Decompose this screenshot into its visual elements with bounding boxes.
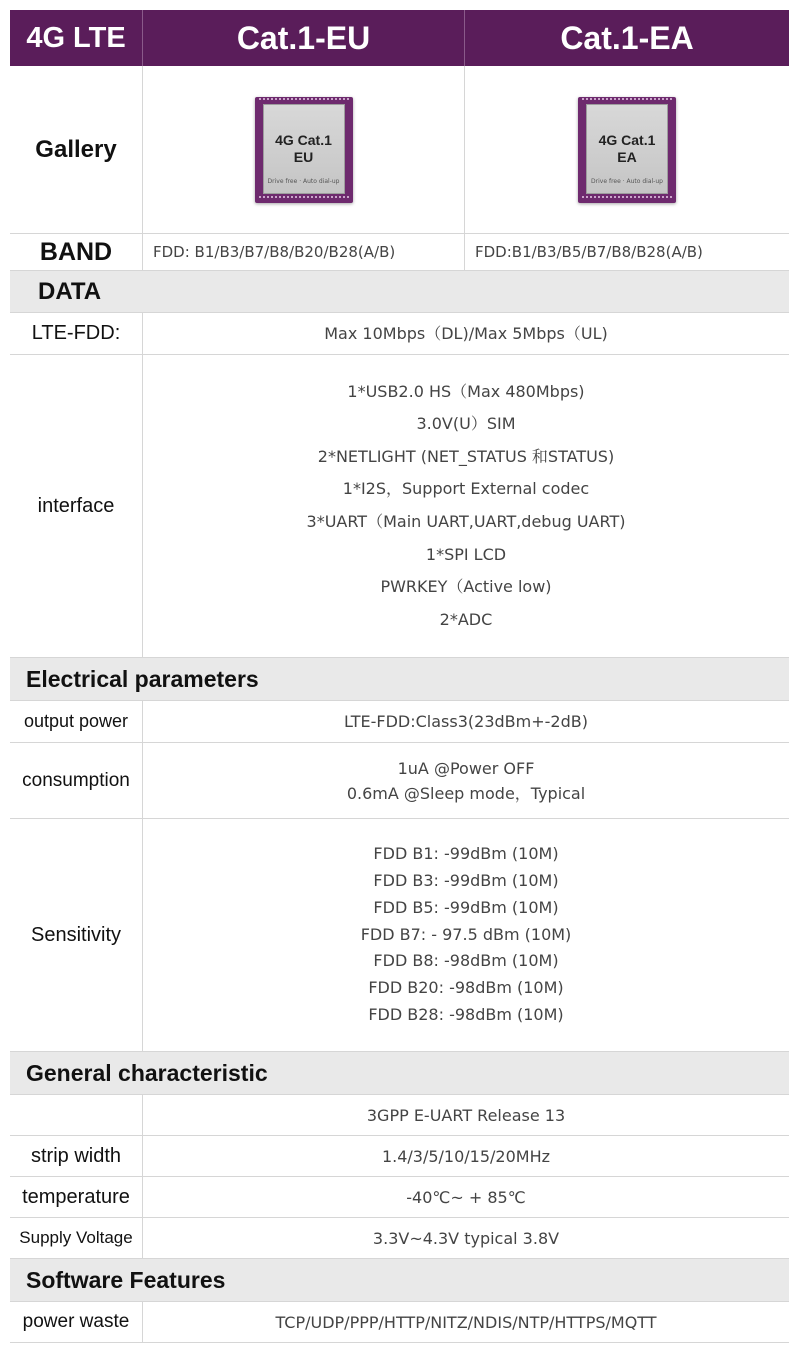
section-data [10, 271, 789, 313]
release-label [10, 1095, 143, 1135]
temperature-value: -40℃~ + 85℃ [406, 1187, 526, 1207]
list-item: 1*I2S，Support External codec [342, 479, 590, 499]
interface-row [10, 355, 789, 658]
chip-label [264, 132, 344, 166]
list-item: FDD B3: -99dBm (10M) [373, 871, 559, 890]
section-general [10, 1052, 789, 1095]
power-waste-value: TCP/UDP/PPP/HTTP/NITZ/NDIS/NTP/HTTPS/MQTT [275, 1312, 657, 1332]
list-item: 2*ADC [439, 609, 493, 629]
gallery-eu-cell [143, 66, 465, 233]
chip-sub: Drive free · Auto dial-up [267, 177, 340, 185]
chip-label [587, 132, 667, 166]
list-item: 0.6mA @Sleep mode，Typical [346, 783, 586, 803]
chip-shield [263, 104, 345, 194]
strip-width-value: 1.4/3/5/10/15/20MHz [381, 1146, 551, 1166]
gallery-label: Gallery [10, 66, 143, 233]
lte-fdd-label: LTE-FDD: [10, 313, 143, 354]
list-item: FDD B7: - 97.5 dBm (10M) [360, 924, 572, 944]
chip-pads [259, 196, 349, 202]
strip-width-row [10, 1136, 789, 1177]
gallery-row [10, 66, 789, 234]
band-ea: FDD:B1/B3/B5/B7/B8/B28(A/B) [475, 242, 703, 261]
chip-line-1: 4G Cat.1 [275, 131, 332, 148]
list-item: FDD B28: -98dBm (10M) [368, 1004, 564, 1024]
lte-fdd-row [10, 313, 789, 355]
list-item: 3*UART（Main UART,UART,debug UART) [306, 512, 626, 531]
supply-voltage-value: 3.3V~4.3V typical 3.8V [372, 1228, 560, 1248]
release-row [10, 1095, 789, 1136]
list-item: FDD B20: -98dBm (10M) [368, 978, 564, 998]
supply-voltage-label: Supply Voltage [10, 1218, 143, 1258]
section-software [10, 1259, 789, 1302]
strip-width-label: strip width [10, 1136, 143, 1176]
chip-sub: Drive free · Auto dial-up [591, 177, 663, 185]
interface-values [143, 355, 789, 657]
module-chip-eu-image [255, 97, 353, 203]
list-item: 1*USB2.0 HS（Max 480Mbps) [347, 381, 585, 401]
list-item: FDD B8: -98dBm (10M) [373, 951, 559, 971]
temperature-label: temperature [10, 1177, 143, 1217]
lte-fdd-value: Max 10Mbps（DL)/Max 5Mbps（UL) [324, 324, 608, 343]
list-item: FDD B5: -99dBm (10M) [373, 897, 559, 917]
consumption-list [347, 756, 585, 806]
chip-line-2: EU [293, 148, 314, 165]
chip-shield [586, 104, 668, 194]
power-waste-label: power waste [10, 1302, 143, 1342]
chip-line-2: EA [617, 148, 637, 165]
header-category: 4G LTE [10, 10, 143, 66]
interface-list [307, 376, 626, 637]
module-chip-ea-image [578, 97, 676, 203]
output-power-value: LTE-FDD:Class3(23dBm+-2dB) [344, 712, 588, 731]
sensitivity-row [10, 819, 789, 1052]
section-electrical [10, 658, 789, 701]
output-power-row [10, 701, 789, 743]
temperature-row [10, 1177, 789, 1218]
band-row [10, 234, 789, 271]
section-title: Electrical parameters [26, 665, 259, 692]
list-item: 1uA @Power OFF [397, 758, 535, 778]
section-title: Software Features [26, 1266, 226, 1293]
consumption-label: consumption [10, 743, 143, 818]
header-eu: Cat.1-EU [143, 10, 465, 66]
interface-label: interface [10, 355, 143, 657]
release-value: 3GPP E-UART Release 13 [366, 1105, 566, 1125]
table-header [10, 10, 789, 66]
gallery-ea-cell [465, 66, 789, 233]
supply-voltage-row [10, 1218, 789, 1259]
header-ea: Cat.1-EA [465, 10, 789, 66]
chip-line-1: 4G Cat.1 [598, 131, 656, 148]
section-title: DATA [38, 277, 102, 305]
list-item: FDD B1: -99dBm (10M) [373, 844, 559, 864]
consumption-values [143, 743, 789, 818]
list-item: 2*NETLIGHT (NET_STATUS 和STATUS) [317, 446, 615, 466]
output-power-label: output power [10, 701, 143, 742]
sensitivity-label: Sensitivity [10, 819, 143, 1051]
power-waste-row [10, 1302, 789, 1343]
list-item: 3.0V(U）SIM [416, 414, 516, 434]
consumption-row [10, 743, 789, 819]
section-title: General characteristic [26, 1059, 268, 1086]
chip-pads [582, 196, 672, 202]
sensitivity-list [361, 841, 572, 1029]
sensitivity-values [143, 819, 789, 1051]
band-label: BAND [10, 234, 143, 270]
band-eu: FDD: B1/B3/B7/B8/B20/B28(A/B) [143, 234, 465, 270]
list-item: 1*SPI LCD [425, 544, 507, 564]
list-item: PWRKEY（Active low) [380, 577, 552, 597]
